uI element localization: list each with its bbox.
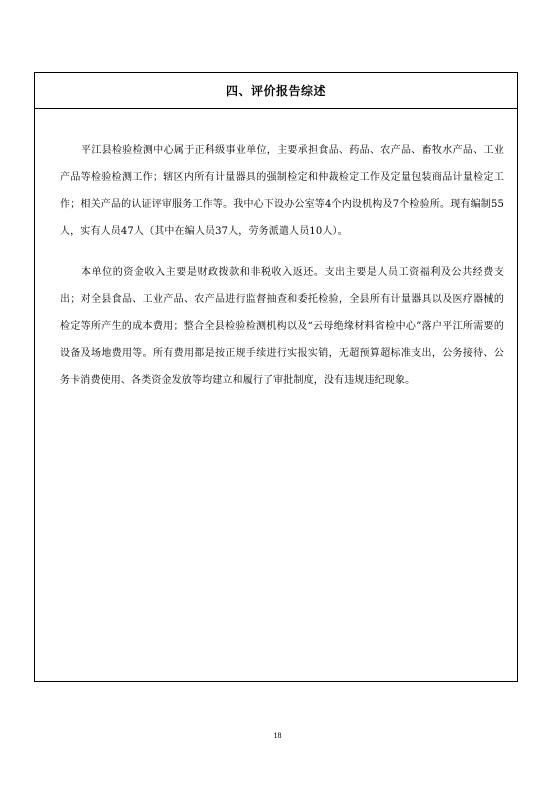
page-number: 18 [273,731,282,740]
table-header-row [35,73,517,109]
paragraph-funding-and-expenses: 本单位的资金收入主要是财政拨款和非税收入返还。支出主要是人员工资福利及公共经费支出；对全县食品、工业产品、农产品进行监督抽查和委托检验，全县所有计量器具以及医疗器械的检定等所产生的成本费用；整合全县检验检测机构以及“云母绝缘材料省检中心”落户平江所需要的设备及场地费用等。所有费用都是按正规手续进行实报实销，无超预算超标准支出，公务接待、公务卡消费使用、各类资金发放等均建立和履行了审批制度，没有违规违纪现象。 [60,267,504,386]
paragraph-organization-overview: 平江县检验检测中心属于正科级事业单位，主要承担食品、药品、农产品、畜牧水产品、工业产品等检验检测工作；辖区内所有计量器具的强制检定和仲裁检定工作及定量包装商品计量检定工作；相关产品的认证评审服务工作等。我中心下设办公室等4个内设机构及7个检验所。现有编制55人，实有人员47人（其中在编人员37人，劳务派遣人员10人）。 [60,145,504,237]
report-table [34,72,518,682]
report-body [35,109,517,394]
section-title: 四、评价报告综述 [225,84,326,98]
